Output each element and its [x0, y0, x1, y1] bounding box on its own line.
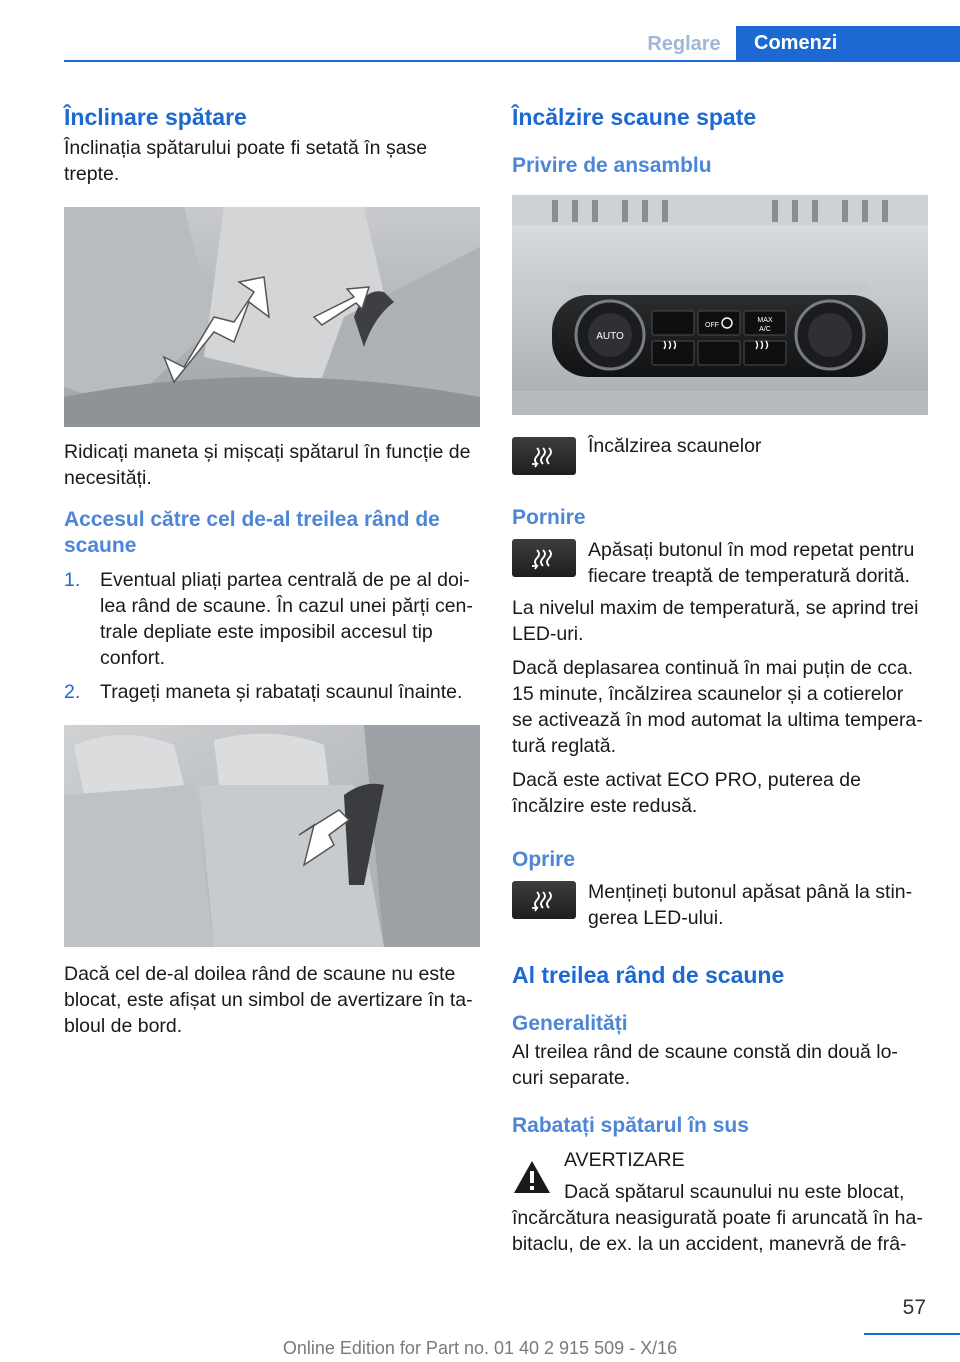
warning-body — [564, 1147, 904, 1205]
step-number: 1. — [64, 569, 81, 591]
right-column — [512, 100, 928, 1257]
seat-heating-icon — [512, 881, 576, 919]
heading-rear-seat-heating: Încălzire scaune spate — [512, 104, 757, 130]
list-item — [64, 679, 480, 705]
heading-switch-on: Pornire — [512, 506, 586, 529]
fold-seat-illustration — [64, 725, 480, 947]
warning-title: AVERTIZARE — [564, 1149, 685, 1171]
figure-backrest-lever — [64, 207, 480, 427]
access-steps — [64, 567, 480, 705]
warning-triangle-icon — [512, 1159, 552, 1195]
text-switch-off: Mențineți butonul apăsat până la stin-gerea LED-ului. — [588, 881, 913, 929]
text-warning-symbol: Dacă cel de-al doilea rând de scaune nu este blocat, este afișat un simbol de avertizare în ta-bloul de bord. — [64, 963, 473, 1037]
heading-fold-up-backrest: Rabatați spătarul în sus — [512, 1114, 749, 1137]
text-max-level: La nivelul maxim de temperatură, se aprind trei LED-uri. — [512, 597, 919, 645]
step-text: Eventual pliați partea centrală de pe al doi-lea rând de scaune. În cazul unei părți cen-trale depliate este imposibil accesul tip confort. — [100, 569, 473, 669]
text-eco-pro: Dacă este activat ECO PRO, puterea de încălzire este redusă. — [512, 769, 862, 817]
heading-backrest-tilt: Înclinare spătare — [64, 104, 247, 130]
heading-general: Generalități — [512, 1012, 628, 1035]
backrest-illustration — [64, 207, 480, 427]
edition-footer: Online Edition for Part no. 01 40 2 915 509 - X/16 — [282, 1338, 678, 1358]
seat-heating-icon — [512, 437, 576, 475]
warning-text: încărcătura neasigurată poate fi aruncată în ha-bitaclu, de ex. la un accident, manevră de frâ- — [512, 1207, 923, 1255]
seat-heating-icon-row — [512, 435, 928, 475]
switch-on-row — [512, 537, 928, 589]
heading-switch-off: Oprire — [512, 848, 576, 871]
text-switch-on: Apăsați butonul în mod repetat pentru fiecare treaptă de temperatură dorită. — [588, 539, 915, 587]
left-column — [64, 100, 480, 1039]
warning-first-line: Dacă spătarul scaunului nu este blocat, — [564, 1181, 905, 1203]
tab-comenzi[interactable]: Comenzi — [736, 26, 960, 62]
tab-reglare[interactable]: Reglare — [647, 33, 721, 55]
heading-third-row-access: Accesul către cel de-al treilea rând de scaune — [64, 508, 440, 557]
max-label: MAX — [757, 317, 773, 324]
seat-heating-icon — [512, 539, 576, 577]
text-lift-lever: Ridicați maneta și mișcați spătarul în funcție de necesități. — [64, 441, 471, 489]
ac-label: A/C — [759, 326, 771, 333]
page-number: 57 — [902, 1296, 926, 1319]
footer-rule — [864, 1333, 960, 1335]
warning-block — [512, 1147, 928, 1205]
climate-panel-illustration — [512, 195, 928, 415]
heading-third-row: Al treilea rând de scaune — [512, 962, 785, 988]
auto-label: AUTO — [596, 331, 624, 342]
switch-off-row — [512, 879, 928, 931]
step-text: Trageți maneta și rabatați scaunul înainte. — [100, 681, 463, 703]
text-auto-activation: Dacă deplasarea continuă în mai puțin de cca. 15 minute, încălzirea scaunelor și a cotierelor se activează în mod automat la ultima tempera-tură reglată. — [512, 657, 923, 757]
text-general: Al treilea rând de scaune constă din două lo-curi separate. — [512, 1041, 898, 1089]
list-item — [64, 567, 480, 671]
figure-rear-climate-panel — [512, 195, 928, 415]
heading-overview: Privire de ansamblu — [512, 154, 712, 177]
figure-fold-seat — [64, 725, 480, 947]
icon-caption: Încălzirea scaunelor — [588, 435, 762, 457]
step-number: 2. — [64, 681, 81, 703]
off-label: OFF — [705, 322, 719, 329]
text-backrest-tilt: Înclinația spătarului poate fi setată în șase trepte. — [64, 137, 428, 185]
